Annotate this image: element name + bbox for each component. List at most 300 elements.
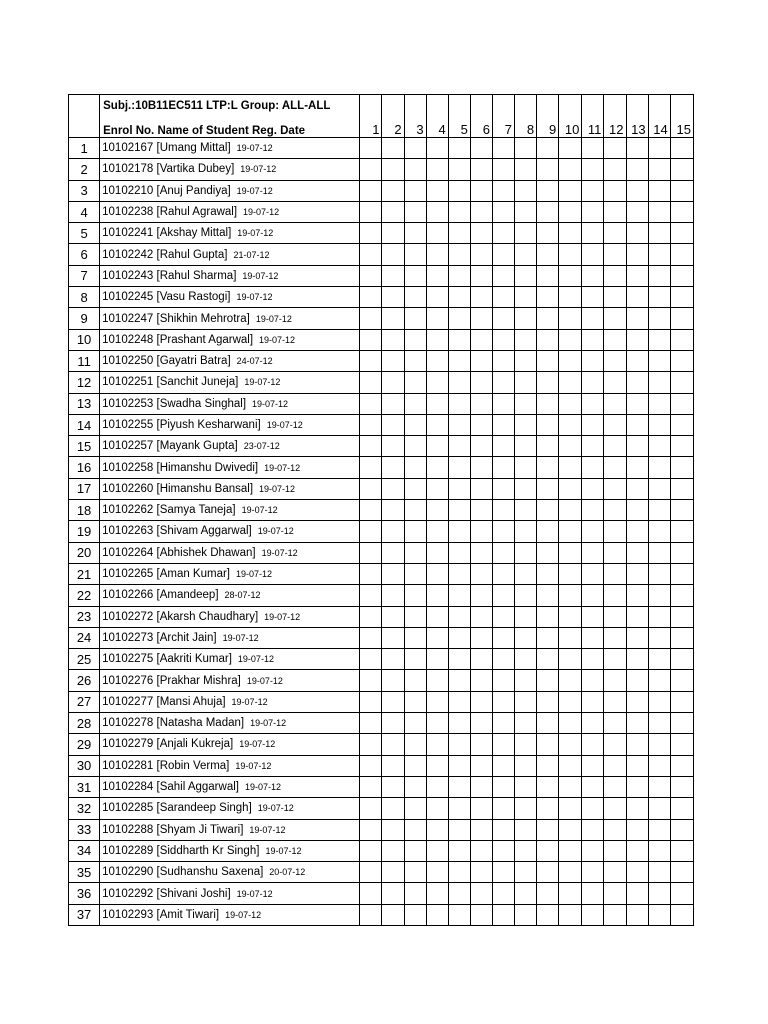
attendance-cell[interactable] <box>492 138 514 159</box>
attendance-cell[interactable] <box>582 606 604 627</box>
attendance-cell[interactable] <box>360 372 382 393</box>
attendance-cell[interactable] <box>537 457 559 478</box>
attendance-cell[interactable] <box>404 840 426 861</box>
attendance-cell[interactable] <box>648 649 670 670</box>
attendance-cell[interactable] <box>559 457 582 478</box>
attendance-cell[interactable] <box>515 713 537 734</box>
attendance-cell[interactable] <box>648 329 670 350</box>
attendance-cell[interactable] <box>582 521 604 542</box>
attendance-cell[interactable] <box>426 904 448 925</box>
attendance-cell[interactable] <box>626 201 648 222</box>
attendance-cell[interactable] <box>537 436 559 457</box>
attendance-cell[interactable] <box>648 585 670 606</box>
attendance-cell[interactable] <box>360 436 382 457</box>
attendance-cell[interactable] <box>515 649 537 670</box>
attendance-cell[interactable] <box>626 350 648 371</box>
attendance-cell[interactable] <box>492 201 514 222</box>
attendance-cell[interactable] <box>404 670 426 691</box>
attendance-cell[interactable] <box>470 223 492 244</box>
attendance-cell[interactable] <box>515 883 537 904</box>
attendance-cell[interactable] <box>604 244 626 265</box>
attendance-cell[interactable] <box>492 627 514 648</box>
attendance-cell[interactable] <box>670 776 693 797</box>
attendance-cell[interactable] <box>382 500 404 521</box>
attendance-cell[interactable] <box>670 308 693 329</box>
attendance-cell[interactable] <box>648 372 670 393</box>
attendance-cell[interactable] <box>604 393 626 414</box>
attendance-cell[interactable] <box>648 521 670 542</box>
attendance-cell[interactable] <box>582 414 604 435</box>
attendance-cell[interactable] <box>604 265 626 286</box>
attendance-cell[interactable] <box>448 478 470 499</box>
attendance-cell[interactable] <box>360 393 382 414</box>
attendance-cell[interactable] <box>360 414 382 435</box>
attendance-cell[interactable] <box>582 627 604 648</box>
attendance-cell[interactable] <box>382 329 404 350</box>
attendance-cell[interactable] <box>492 265 514 286</box>
attendance-cell[interactable] <box>470 521 492 542</box>
attendance-cell[interactable] <box>515 393 537 414</box>
attendance-cell[interactable] <box>515 201 537 222</box>
attendance-cell[interactable] <box>604 542 626 563</box>
attendance-cell[interactable] <box>604 138 626 159</box>
attendance-cell[interactable] <box>537 372 559 393</box>
attendance-cell[interactable] <box>448 585 470 606</box>
attendance-cell[interactable] <box>626 478 648 499</box>
attendance-cell[interactable] <box>492 329 514 350</box>
attendance-cell[interactable] <box>382 563 404 584</box>
attendance-cell[interactable] <box>426 287 448 308</box>
attendance-cell[interactable] <box>648 393 670 414</box>
attendance-cell[interactable] <box>470 904 492 925</box>
attendance-cell[interactable] <box>404 606 426 627</box>
attendance-cell[interactable] <box>670 755 693 776</box>
attendance-cell[interactable] <box>448 649 470 670</box>
attendance-cell[interactable] <box>382 862 404 883</box>
attendance-cell[interactable] <box>626 180 648 201</box>
attendance-cell[interactable] <box>515 691 537 712</box>
attendance-cell[interactable] <box>448 180 470 201</box>
attendance-cell[interactable] <box>448 713 470 734</box>
attendance-cell[interactable] <box>648 755 670 776</box>
attendance-cell[interactable] <box>537 542 559 563</box>
attendance-cell[interactable] <box>382 670 404 691</box>
attendance-cell[interactable] <box>515 478 537 499</box>
attendance-cell[interactable] <box>448 138 470 159</box>
attendance-cell[interactable] <box>426 627 448 648</box>
attendance-cell[interactable] <box>470 287 492 308</box>
attendance-cell[interactable] <box>604 223 626 244</box>
attendance-cell[interactable] <box>537 883 559 904</box>
attendance-cell[interactable] <box>426 670 448 691</box>
attendance-cell[interactable] <box>515 734 537 755</box>
attendance-cell[interactable] <box>670 691 693 712</box>
attendance-cell[interactable] <box>626 755 648 776</box>
attendance-cell[interactable] <box>492 159 514 180</box>
attendance-cell[interactable] <box>515 436 537 457</box>
attendance-cell[interactable] <box>648 862 670 883</box>
attendance-cell[interactable] <box>382 457 404 478</box>
attendance-cell[interactable] <box>604 606 626 627</box>
attendance-cell[interactable] <box>470 180 492 201</box>
attendance-cell[interactable] <box>648 223 670 244</box>
attendance-cell[interactable] <box>559 840 582 861</box>
attendance-cell[interactable] <box>470 776 492 797</box>
attendance-cell[interactable] <box>582 585 604 606</box>
attendance-cell[interactable] <box>537 393 559 414</box>
attendance-cell[interactable] <box>604 436 626 457</box>
attendance-cell[interactable] <box>404 180 426 201</box>
attendance-cell[interactable] <box>626 904 648 925</box>
attendance-cell[interactable] <box>404 478 426 499</box>
attendance-cell[interactable] <box>426 734 448 755</box>
attendance-cell[interactable] <box>448 563 470 584</box>
attendance-cell[interactable] <box>559 414 582 435</box>
attendance-cell[interactable] <box>515 904 537 925</box>
attendance-cell[interactable] <box>360 159 382 180</box>
attendance-cell[interactable] <box>582 883 604 904</box>
attendance-cell[interactable] <box>492 372 514 393</box>
attendance-cell[interactable] <box>492 755 514 776</box>
attendance-cell[interactable] <box>360 585 382 606</box>
attendance-cell[interactable] <box>626 563 648 584</box>
attendance-cell[interactable] <box>626 627 648 648</box>
attendance-cell[interactable] <box>626 670 648 691</box>
attendance-cell[interactable] <box>360 287 382 308</box>
attendance-cell[interactable] <box>492 798 514 819</box>
attendance-cell[interactable] <box>448 350 470 371</box>
attendance-cell[interactable] <box>492 180 514 201</box>
attendance-cell[interactable] <box>537 308 559 329</box>
attendance-cell[interactable] <box>537 244 559 265</box>
attendance-cell[interactable] <box>559 713 582 734</box>
attendance-cell[interactable] <box>537 521 559 542</box>
attendance-cell[interactable] <box>648 819 670 840</box>
attendance-cell[interactable] <box>515 329 537 350</box>
attendance-cell[interactable] <box>515 521 537 542</box>
attendance-cell[interactable] <box>604 500 626 521</box>
attendance-cell[interactable] <box>537 734 559 755</box>
attendance-cell[interactable] <box>670 542 693 563</box>
attendance-cell[interactable] <box>626 457 648 478</box>
attendance-cell[interactable] <box>648 265 670 286</box>
attendance-cell[interactable] <box>360 713 382 734</box>
attendance-cell[interactable] <box>582 713 604 734</box>
attendance-cell[interactable] <box>626 329 648 350</box>
attendance-cell[interactable] <box>559 478 582 499</box>
attendance-cell[interactable] <box>582 372 604 393</box>
attendance-cell[interactable] <box>648 159 670 180</box>
attendance-cell[interactable] <box>492 670 514 691</box>
attendance-cell[interactable] <box>426 350 448 371</box>
attendance-cell[interactable] <box>426 585 448 606</box>
attendance-cell[interactable] <box>537 691 559 712</box>
attendance-cell[interactable] <box>515 159 537 180</box>
attendance-cell[interactable] <box>626 819 648 840</box>
attendance-cell[interactable] <box>582 244 604 265</box>
attendance-cell[interactable] <box>404 457 426 478</box>
attendance-cell[interactable] <box>604 691 626 712</box>
attendance-cell[interactable] <box>515 840 537 861</box>
attendance-cell[interactable] <box>604 457 626 478</box>
attendance-cell[interactable] <box>360 563 382 584</box>
attendance-cell[interactable] <box>360 883 382 904</box>
attendance-cell[interactable] <box>537 201 559 222</box>
attendance-cell[interactable] <box>626 691 648 712</box>
attendance-cell[interactable] <box>360 755 382 776</box>
attendance-cell[interactable] <box>670 159 693 180</box>
attendance-cell[interactable] <box>382 159 404 180</box>
attendance-cell[interactable] <box>426 755 448 776</box>
attendance-cell[interactable] <box>670 436 693 457</box>
attendance-cell[interactable] <box>670 201 693 222</box>
attendance-cell[interactable] <box>626 862 648 883</box>
attendance-cell[interactable] <box>670 563 693 584</box>
attendance-cell[interactable] <box>382 244 404 265</box>
attendance-cell[interactable] <box>626 883 648 904</box>
attendance-cell[interactable] <box>382 734 404 755</box>
attendance-cell[interactable] <box>537 265 559 286</box>
attendance-cell[interactable] <box>470 372 492 393</box>
attendance-cell[interactable] <box>470 478 492 499</box>
attendance-cell[interactable] <box>404 201 426 222</box>
attendance-cell[interactable] <box>426 414 448 435</box>
attendance-cell[interactable] <box>648 201 670 222</box>
attendance-cell[interactable] <box>537 840 559 861</box>
attendance-cell[interactable] <box>648 244 670 265</box>
attendance-cell[interactable] <box>470 308 492 329</box>
attendance-cell[interactable] <box>582 265 604 286</box>
attendance-cell[interactable] <box>470 201 492 222</box>
attendance-cell[interactable] <box>604 159 626 180</box>
attendance-cell[interactable] <box>360 904 382 925</box>
attendance-cell[interactable] <box>648 350 670 371</box>
attendance-cell[interactable] <box>670 627 693 648</box>
attendance-cell[interactable] <box>360 265 382 286</box>
attendance-cell[interactable] <box>537 223 559 244</box>
attendance-cell[interactable] <box>559 904 582 925</box>
attendance-cell[interactable] <box>360 308 382 329</box>
attendance-cell[interactable] <box>648 457 670 478</box>
attendance-cell[interactable] <box>492 457 514 478</box>
attendance-cell[interactable] <box>360 649 382 670</box>
attendance-cell[interactable] <box>382 713 404 734</box>
attendance-cell[interactable] <box>448 287 470 308</box>
attendance-cell[interactable] <box>492 414 514 435</box>
attendance-cell[interactable] <box>382 414 404 435</box>
attendance-cell[interactable] <box>404 585 426 606</box>
attendance-cell[interactable] <box>404 372 426 393</box>
attendance-cell[interactable] <box>648 414 670 435</box>
attendance-cell[interactable] <box>404 308 426 329</box>
attendance-cell[interactable] <box>360 819 382 840</box>
attendance-cell[interactable] <box>604 755 626 776</box>
attendance-cell[interactable] <box>670 180 693 201</box>
attendance-cell[interactable] <box>492 436 514 457</box>
attendance-cell[interactable] <box>670 287 693 308</box>
attendance-cell[interactable] <box>559 265 582 286</box>
attendance-cell[interactable] <box>559 734 582 755</box>
attendance-cell[interactable] <box>582 436 604 457</box>
attendance-cell[interactable] <box>448 265 470 286</box>
attendance-cell[interactable] <box>604 883 626 904</box>
attendance-cell[interactable] <box>582 670 604 691</box>
attendance-cell[interactable] <box>604 372 626 393</box>
attendance-cell[interactable] <box>426 393 448 414</box>
attendance-cell[interactable] <box>537 563 559 584</box>
attendance-cell[interactable] <box>559 883 582 904</box>
attendance-cell[interactable] <box>448 798 470 819</box>
attendance-cell[interactable] <box>559 627 582 648</box>
attendance-cell[interactable] <box>648 776 670 797</box>
attendance-cell[interactable] <box>537 350 559 371</box>
attendance-cell[interactable] <box>626 223 648 244</box>
attendance-cell[interactable] <box>448 819 470 840</box>
attendance-cell[interactable] <box>582 798 604 819</box>
attendance-cell[interactable] <box>426 201 448 222</box>
attendance-cell[interactable] <box>582 904 604 925</box>
attendance-cell[interactable] <box>604 713 626 734</box>
attendance-cell[interactable] <box>559 691 582 712</box>
attendance-cell[interactable] <box>360 521 382 542</box>
attendance-cell[interactable] <box>559 606 582 627</box>
attendance-cell[interactable] <box>492 563 514 584</box>
attendance-cell[interactable] <box>670 329 693 350</box>
attendance-cell[interactable] <box>559 542 582 563</box>
attendance-cell[interactable] <box>537 649 559 670</box>
attendance-cell[interactable] <box>648 308 670 329</box>
attendance-cell[interactable] <box>492 308 514 329</box>
attendance-cell[interactable] <box>515 414 537 435</box>
attendance-cell[interactable] <box>582 223 604 244</box>
attendance-cell[interactable] <box>559 776 582 797</box>
attendance-cell[interactable] <box>604 478 626 499</box>
attendance-cell[interactable] <box>582 776 604 797</box>
attendance-cell[interactable] <box>492 734 514 755</box>
attendance-cell[interactable] <box>559 180 582 201</box>
attendance-cell[interactable] <box>448 159 470 180</box>
attendance-cell[interactable] <box>470 713 492 734</box>
attendance-cell[interactable] <box>559 798 582 819</box>
attendance-cell[interactable] <box>626 265 648 286</box>
attendance-cell[interactable] <box>382 627 404 648</box>
attendance-cell[interactable] <box>382 138 404 159</box>
attendance-cell[interactable] <box>670 372 693 393</box>
attendance-cell[interactable] <box>582 138 604 159</box>
attendance-cell[interactable] <box>448 776 470 797</box>
attendance-cell[interactable] <box>515 180 537 201</box>
attendance-cell[interactable] <box>470 350 492 371</box>
attendance-cell[interactable] <box>604 904 626 925</box>
attendance-cell[interactable] <box>448 670 470 691</box>
attendance-cell[interactable] <box>582 500 604 521</box>
attendance-cell[interactable] <box>559 436 582 457</box>
attendance-cell[interactable] <box>582 862 604 883</box>
attendance-cell[interactable] <box>448 457 470 478</box>
attendance-cell[interactable] <box>404 414 426 435</box>
attendance-cell[interactable] <box>604 734 626 755</box>
attendance-cell[interactable] <box>648 138 670 159</box>
attendance-cell[interactable] <box>470 606 492 627</box>
attendance-cell[interactable] <box>537 500 559 521</box>
attendance-cell[interactable] <box>670 670 693 691</box>
attendance-cell[interactable] <box>604 180 626 201</box>
attendance-cell[interactable] <box>470 500 492 521</box>
attendance-cell[interactable] <box>670 585 693 606</box>
attendance-cell[interactable] <box>448 201 470 222</box>
attendance-cell[interactable] <box>360 670 382 691</box>
attendance-cell[interactable] <box>604 819 626 840</box>
attendance-cell[interactable] <box>582 308 604 329</box>
attendance-cell[interactable] <box>537 329 559 350</box>
attendance-cell[interactable] <box>648 542 670 563</box>
attendance-cell[interactable] <box>382 350 404 371</box>
attendance-cell[interactable] <box>559 159 582 180</box>
attendance-cell[interactable] <box>515 798 537 819</box>
attendance-cell[interactable] <box>626 734 648 755</box>
attendance-cell[interactable] <box>670 840 693 861</box>
attendance-cell[interactable] <box>670 244 693 265</box>
attendance-cell[interactable] <box>515 244 537 265</box>
attendance-cell[interactable] <box>670 223 693 244</box>
attendance-cell[interactable] <box>404 223 426 244</box>
attendance-cell[interactable] <box>382 223 404 244</box>
attendance-cell[interactable] <box>582 329 604 350</box>
attendance-cell[interactable] <box>515 627 537 648</box>
attendance-cell[interactable] <box>470 138 492 159</box>
attendance-cell[interactable] <box>604 670 626 691</box>
attendance-cell[interactable] <box>448 862 470 883</box>
attendance-cell[interactable] <box>515 670 537 691</box>
attendance-cell[interactable] <box>404 862 426 883</box>
attendance-cell[interactable] <box>648 500 670 521</box>
attendance-cell[interactable] <box>670 883 693 904</box>
attendance-cell[interactable] <box>626 372 648 393</box>
attendance-cell[interactable] <box>537 755 559 776</box>
attendance-cell[interactable] <box>426 138 448 159</box>
attendance-cell[interactable] <box>670 478 693 499</box>
attendance-cell[interactable] <box>360 606 382 627</box>
attendance-cell[interactable] <box>448 755 470 776</box>
attendance-cell[interactable] <box>360 862 382 883</box>
attendance-cell[interactable] <box>670 713 693 734</box>
attendance-cell[interactable] <box>448 372 470 393</box>
attendance-cell[interactable] <box>426 521 448 542</box>
attendance-cell[interactable] <box>404 542 426 563</box>
attendance-cell[interactable] <box>537 606 559 627</box>
attendance-cell[interactable] <box>426 436 448 457</box>
attendance-cell[interactable] <box>382 393 404 414</box>
attendance-cell[interactable] <box>360 244 382 265</box>
attendance-cell[interactable] <box>582 201 604 222</box>
attendance-cell[interactable] <box>426 223 448 244</box>
attendance-cell[interactable] <box>426 329 448 350</box>
attendance-cell[interactable] <box>360 691 382 712</box>
attendance-cell[interactable] <box>582 840 604 861</box>
attendance-cell[interactable] <box>670 521 693 542</box>
attendance-cell[interactable] <box>515 287 537 308</box>
attendance-cell[interactable] <box>492 244 514 265</box>
attendance-cell[interactable] <box>470 542 492 563</box>
attendance-cell[interactable] <box>515 606 537 627</box>
attendance-cell[interactable] <box>360 734 382 755</box>
attendance-cell[interactable] <box>648 627 670 648</box>
attendance-cell[interactable] <box>382 521 404 542</box>
attendance-cell[interactable] <box>604 201 626 222</box>
attendance-cell[interactable] <box>360 478 382 499</box>
attendance-cell[interactable] <box>515 265 537 286</box>
attendance-cell[interactable] <box>604 287 626 308</box>
